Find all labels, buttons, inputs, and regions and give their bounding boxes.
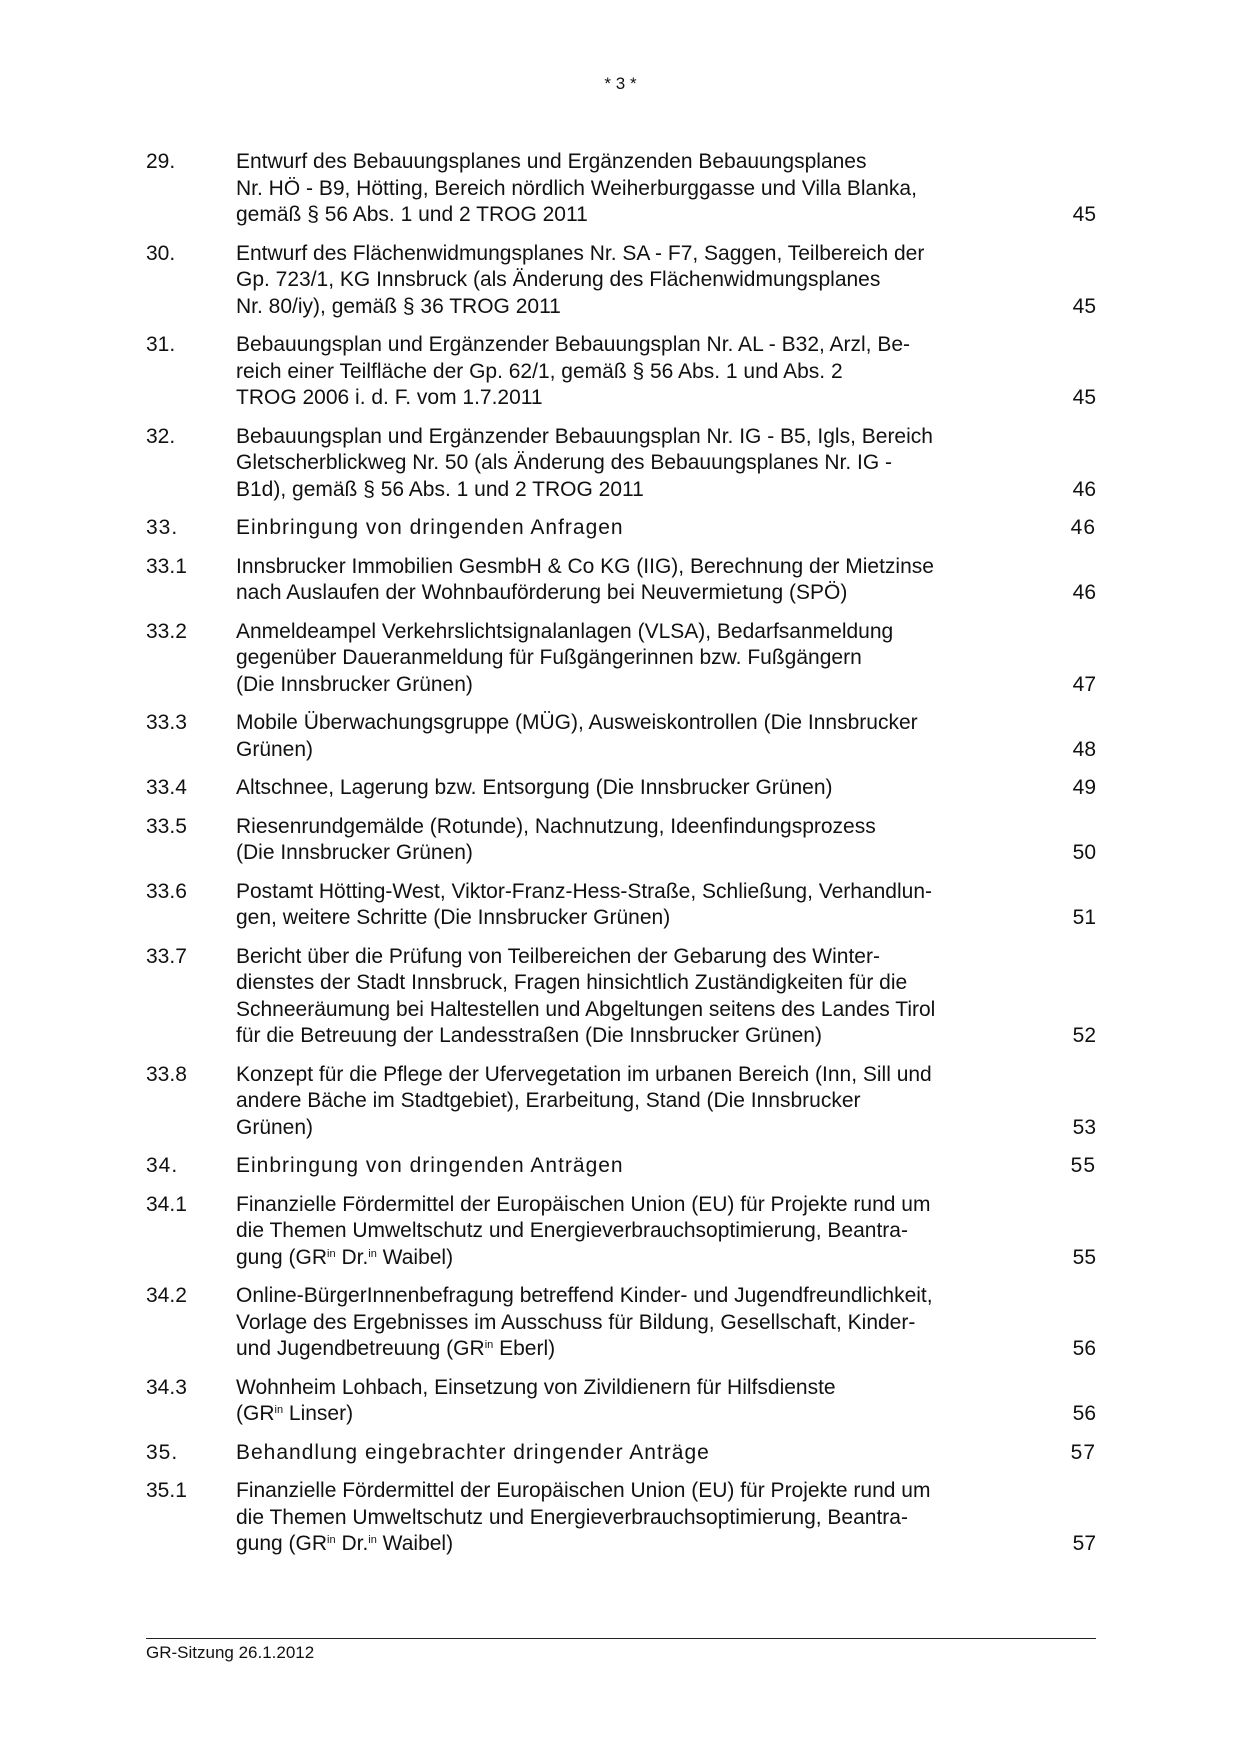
superscript-text: in bbox=[274, 1404, 284, 1416]
toc-entry-number: 33.1 bbox=[146, 554, 187, 578]
toc-entry-title-line: Entwurf des Flächenwidmungsplanes Nr. SA - F7, Saggen, Teilbereich der bbox=[236, 241, 925, 265]
toc-entry-title-line: Gp. 723/1, KG Innsbruck (als Änderung des Flächenwidmungsplanes bbox=[236, 268, 881, 291]
toc-entry-number: 32. bbox=[146, 424, 176, 448]
title-fragment: Dr. bbox=[335, 1532, 369, 1555]
toc-entry-title-line: Mobile Überwachungsgruppe (MÜG), Ausweiskontrollen (Die Innsbrucker bbox=[236, 711, 918, 734]
superscript-text: in bbox=[368, 1534, 377, 1546]
toc-entry-number: 35. bbox=[146, 1440, 179, 1464]
toc-entry-title bbox=[236, 1062, 996, 1142]
toc-entry-number: 30. bbox=[146, 241, 176, 265]
toc-entry bbox=[146, 1440, 1096, 1467]
toc-entry-page: 50 bbox=[1072, 841, 1096, 864]
title-fragment: Waibel) bbox=[376, 1245, 454, 1269]
toc-entry-title-line: die Themen Umweltschutz und Energieverbrauchsoptimierung, Beantra- bbox=[236, 1505, 908, 1529]
toc-entry-title-line: Wohnheim Lohbach, Einsetzung von Zivildienern für Hilfsdienste bbox=[236, 1375, 836, 1399]
toc-entry-title-line: andere Bäche im Stadtgebiet), Erarbeitung, Stand (Die Innsbrucker bbox=[236, 1089, 861, 1112]
toc-entry-title bbox=[236, 332, 996, 412]
table-of-contents bbox=[146, 149, 1096, 1570]
toc-entry-page: 56 bbox=[1072, 1402, 1096, 1425]
toc-entry-title-line: Innsbrucker Immobilien GesmbH & Co KG (IIG), Berechnung der Mietzinse bbox=[236, 554, 934, 578]
toc-entry-title-line bbox=[236, 1401, 996, 1428]
toc-entry-page: 55 bbox=[1072, 1245, 1096, 1269]
toc-entry-title-line: Entwurf des Bebauungsplanes und Ergänzenden Bebauungsplanes bbox=[236, 150, 867, 173]
toc-entry-title-line: Finanzielle Fördermittel der Europäischen Union (EU) für Projekte rund um bbox=[236, 1192, 931, 1216]
toc-entry-title-line: Behandlung eingebrachter dringender Anträge bbox=[236, 1440, 710, 1464]
toc-entry-number: 34.3 bbox=[146, 1375, 187, 1399]
toc-entry-title-line: die Themen Umweltschutz und Energieverbrauchsoptimierung, Beantra- bbox=[236, 1219, 908, 1242]
toc-entry-title-line: Grünen) bbox=[236, 1115, 314, 1139]
toc-entry-title-line: Gletscherblickweg Nr. 50 (als Änderung des Bebauungsplanes Nr. IG - bbox=[236, 451, 893, 474]
toc-entry-title bbox=[236, 814, 996, 867]
toc-entry-title bbox=[236, 241, 996, 321]
toc-entry-page: 55 bbox=[1070, 1154, 1096, 1177]
toc-entry bbox=[146, 1478, 1096, 1558]
toc-entry-title-line: Schneeräumung bei Haltestellen und Abgeltungen seitens des Landes Tirol bbox=[236, 997, 936, 1021]
toc-entry-number: 33.8 bbox=[146, 1062, 187, 1086]
toc-entry-title-line bbox=[236, 1336, 996, 1363]
toc-entry-number: 33.6 bbox=[146, 879, 187, 903]
toc-entry-number: 33.5 bbox=[146, 814, 187, 838]
footer-divider bbox=[146, 1638, 1096, 1639]
toc-entry-number: 33.3 bbox=[146, 711, 187, 734]
toc-entry bbox=[146, 149, 1096, 229]
toc-entry-title-line: (Die Innsbrucker Grünen) bbox=[236, 672, 473, 696]
toc-entry bbox=[146, 515, 1096, 542]
superscript-text: in bbox=[327, 1534, 336, 1546]
toc-entry-title-line: TROG 2006 i. d. F. vom 1.7.2011 bbox=[236, 386, 543, 409]
title-fragment: (GR bbox=[236, 1402, 275, 1425]
title-fragment: Dr. bbox=[335, 1245, 369, 1269]
toc-entry bbox=[146, 619, 1096, 699]
toc-entry-page: 52 bbox=[1072, 1024, 1096, 1047]
toc-entry-title-line: reich einer Teilfläche der Gp. 62/1, gemäß § 56 Abs. 1 und Abs. 2 bbox=[236, 359, 843, 383]
toc-entry-title-line: gemäß § 56 Abs. 1 und 2 TROG 2011 bbox=[236, 203, 588, 226]
toc-entry-title bbox=[236, 775, 996, 802]
toc-entry bbox=[146, 1062, 1096, 1142]
toc-entry-page: 46 bbox=[1072, 581, 1096, 604]
toc-entry-title bbox=[236, 1192, 996, 1272]
toc-entry-title-line: Grünen) bbox=[236, 737, 314, 761]
toc-entry-page: 49 bbox=[1072, 776, 1096, 799]
toc-entry-title bbox=[236, 149, 996, 229]
title-fragment: Eberl) bbox=[493, 1337, 556, 1360]
toc-entry-number: 34.2 bbox=[146, 1284, 187, 1307]
toc-entry bbox=[146, 775, 1096, 802]
superscript-text: in bbox=[368, 1247, 377, 1260]
toc-entry-title-line: Altschnee, Lagerung bzw. Entsorgung (Die Innsbrucker Grünen) bbox=[236, 776, 833, 799]
toc-entry-title-line: dienstes der Stadt Innsbruck, Fragen hinsichtlich Zuständigkeiten für die bbox=[236, 971, 908, 994]
toc-entry-title-line: gen, weitere Schritte (Die Innsbrucker Grünen) bbox=[236, 906, 671, 929]
toc-entry bbox=[146, 241, 1096, 321]
toc-entry-title bbox=[236, 424, 996, 504]
toc-entry-page: 47 bbox=[1072, 672, 1096, 696]
toc-entry-page: 56 bbox=[1072, 1337, 1096, 1360]
toc-entry-title-line: Bebauungsplan und Ergänzender Bebauungsplan Nr. IG - B5, Igls, Bereich bbox=[236, 424, 933, 448]
toc-entry-title bbox=[236, 710, 996, 763]
toc-entry-title-line: Bericht über die Prüfung von Teilbereichen der Gebarung des Winter- bbox=[236, 944, 880, 968]
toc-entry-title-line: gegenüber Daueranmeldung für Fußgängerinnen bzw. Fußgängern bbox=[236, 646, 862, 669]
toc-entry-title bbox=[236, 944, 996, 1050]
toc-entry-title-line: Einbringung von dringenden Anfragen bbox=[236, 516, 624, 539]
toc-entry-page: 45 bbox=[1072, 386, 1096, 409]
toc-entry-number: 35.1 bbox=[146, 1479, 187, 1502]
toc-entry bbox=[146, 332, 1096, 412]
toc-entry-title-line: für die Betreuung der Landesstraßen (Die Innsbrucker Grünen) bbox=[236, 1024, 822, 1047]
title-fragment: gung (GR bbox=[236, 1532, 328, 1555]
toc-entry-title bbox=[236, 515, 996, 542]
toc-entry-title bbox=[236, 619, 996, 699]
toc-entry-page: 46 bbox=[1070, 516, 1096, 539]
toc-entry-number: 33.7 bbox=[146, 944, 187, 968]
toc-entry-number: 34.1 bbox=[146, 1192, 187, 1216]
toc-entry bbox=[146, 710, 1096, 763]
toc-entry-page: 46 bbox=[1072, 477, 1096, 501]
toc-entry-title-line: Online-BürgerInnenbefragung betreffend Kinder- und Jugendfreundlichkeit, bbox=[236, 1284, 933, 1307]
toc-entry-title-line: Finanzielle Fördermittel der Europäischen Union (EU) für Projekte rund um bbox=[236, 1479, 931, 1502]
toc-entry-title bbox=[236, 1478, 996, 1558]
toc-entry-page: 53 bbox=[1072, 1115, 1096, 1139]
toc-entry bbox=[146, 1375, 1096, 1428]
toc-entry-page: 57 bbox=[1070, 1440, 1096, 1464]
toc-entry-page: 45 bbox=[1072, 203, 1096, 226]
toc-entry-title-line: Konzept für die Pflege der Ufervegetation im urbanen Bereich (Inn, Sill und bbox=[236, 1062, 932, 1086]
toc-entry-title-line: Nr. HÖ - B9, Hötting, Bereich nördlich Weiherburggasse und Villa Blanka, bbox=[236, 176, 917, 200]
toc-entry-title-line: Vorlage des Ergebnisses im Ausschuss für Bildung, Gesellschaft, Kinder- bbox=[236, 1310, 916, 1334]
toc-entry bbox=[146, 1283, 1096, 1363]
toc-entry-title-line: Nr. 80/iy), gemäß § 36 TROG 2011 bbox=[236, 294, 561, 318]
toc-entry-number: 29. bbox=[146, 150, 176, 173]
toc-entry-number: 33. bbox=[146, 516, 179, 539]
toc-entry-number: 33.4 bbox=[146, 776, 187, 799]
toc-entry-title-line: Anmeldeampel Verkehrslichtsignalanlagen (VLSA), Bedarfsanmeldung bbox=[236, 619, 894, 643]
toc-entry-page: 51 bbox=[1072, 906, 1096, 929]
title-fragment: Linser) bbox=[283, 1402, 354, 1425]
toc-entry-number: 34. bbox=[146, 1154, 179, 1177]
title-fragment: und Jugendbetreuung (GR bbox=[236, 1337, 485, 1360]
title-fragment: Waibel) bbox=[376, 1532, 454, 1555]
toc-entry bbox=[146, 554, 1096, 607]
toc-entry-title bbox=[236, 554, 996, 607]
toc-entry-title-line: B1d), gemäß § 56 Abs. 1 und 2 TROG 2011 bbox=[236, 477, 644, 501]
toc-entry-title bbox=[236, 1153, 996, 1180]
toc-entry-title-line: nach Auslaufen der Wohnbauförderung bei Neuvermietung (SPÖ) bbox=[236, 581, 848, 604]
toc-entry-title-line: Einbringung von dringenden Anträgen bbox=[236, 1154, 624, 1177]
toc-entry bbox=[146, 944, 1096, 1050]
toc-entry-page: 57 bbox=[1072, 1532, 1096, 1555]
toc-entry bbox=[146, 814, 1096, 867]
toc-entry-title bbox=[236, 1283, 996, 1363]
toc-entry-title-line: Bebauungsplan und Ergänzender Bebauungsplan Nr. AL - B32, Arzl, Be- bbox=[236, 333, 911, 356]
toc-entry-number: 33.2 bbox=[146, 619, 187, 643]
superscript-text: in bbox=[484, 1339, 494, 1351]
title-fragment: gung (GR bbox=[236, 1245, 328, 1269]
footer-text: GR-Sitzung 26.1.2012 bbox=[146, 1643, 315, 1662]
toc-entry-title-line bbox=[236, 1531, 996, 1558]
toc-entry-page: 48 bbox=[1072, 737, 1096, 761]
toc-entry-title bbox=[236, 1440, 996, 1467]
toc-entry bbox=[146, 1153, 1096, 1180]
toc-entry-title bbox=[236, 1375, 996, 1428]
toc-entry-title-line: Postamt Hötting-West, Viktor-Franz-Hess-Straße, Schließung, Verhandlun- bbox=[236, 879, 932, 903]
toc-entry-number: 31. bbox=[146, 333, 176, 356]
toc-entry-title-line bbox=[236, 1245, 996, 1272]
toc-entry-title-line: Riesenrundgemälde (Rotunde), Nachnutzung, Ideenfindungsprozess bbox=[236, 814, 876, 838]
toc-entry-page: 45 bbox=[1072, 294, 1096, 318]
toc-entry-title bbox=[236, 879, 996, 932]
toc-entry bbox=[146, 424, 1096, 504]
superscript-text: in bbox=[327, 1247, 336, 1260]
page-number: * 3 * bbox=[604, 74, 637, 93]
toc-entry bbox=[146, 1192, 1096, 1272]
toc-entry bbox=[146, 879, 1096, 932]
toc-entry-title-line: (Die Innsbrucker Grünen) bbox=[236, 841, 473, 864]
